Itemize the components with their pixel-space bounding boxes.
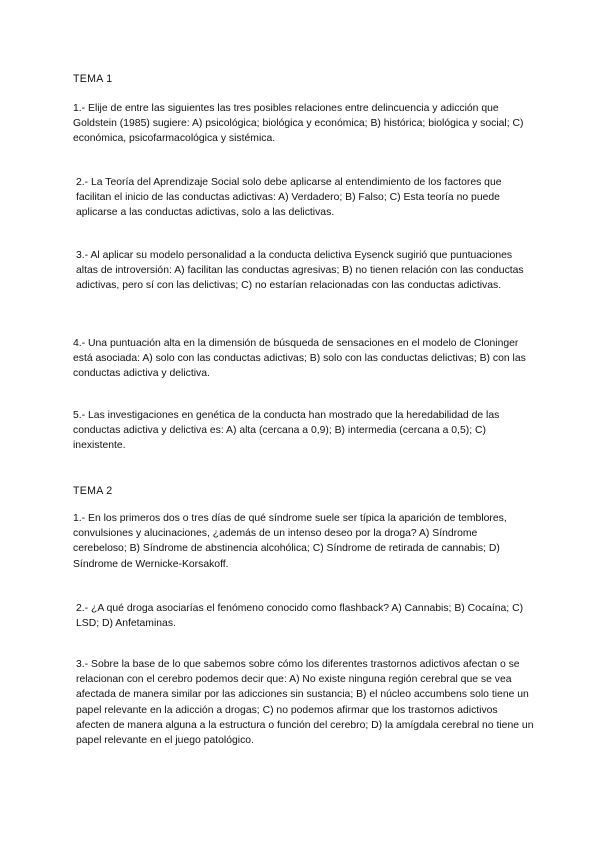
question-tema1-3: 3.- Al aplicar su modelo personalidad a la conducta delictiva Eysenck sugirió que puntuaciones altas de introversión: A) facilitan las conductas agresivas; B) no tienen relación con las conductas adictivas, pero sí con las delictivas; C) no estarían relacionadas con las conductas adictivas. [76,250,524,292]
question-tema1-2: 2.- La Teoría del Aprendizaje Social solo debe aplicarse al entendimiento de los factores que facilitan el inicio de las conductas adictivas: A) Verdadero; B) Falso; C) Esta teoría no puede aplicarse a las conductas adictivas, solo a las delictivas. [76,177,502,219]
section-title-tema-2: TEMA 2 [73,485,113,497]
question-tema1-4: 4.- Una puntuación alta en la dimensión de búsqueda de sensaciones en el modelo de Cloninger está asociada: A) solo con las conductas adictivas; B) solo con las conductas delictivas; B) con las conductas adictiva y delictiva. [73,338,526,380]
question-tema2-2: 2.- ¿A qué droga asociarías el fenómeno conocido como flashback? A) Cannabis; B) Cocaína; C) LSD; D) Anfetaminas. [76,603,524,630]
question-tema2-3: 3.- Sobre la base de lo que sabemos sobre cómo los diferentes trastornos adictivos afectan o se relacionan con el cerebro podemos decir que: A) No existe ninguna región cerebral que se vea afectada de manera similar por las adicciones sin sustancia; B) el núcleo accumbens solo tiene un papel relevante en la adicción a drogas; C) no podemos afirmar que los trastornos adictivos afecten de manera alguna a la estructura o función del cerebro; D) la amígdala cerebral no tiene un papel relevante en el juego patológico. [76,659,534,747]
question-tema1-5: 5.- Las investigaciones en genética de la conducta han mostrado que la heredabilidad de las conductas adictiva y delictiva es: A) alta (cercana a 0,9); B) intermedia (cercana a 0,5); C) inexistente. [73,410,500,452]
question-tema1-1: 1.- Elije de entre las siguientes las tres posibles relaciones entre delincuencia y adicción que Goldstein (1985) sugiere: A) psicológica; biológica y económica; B) histórica; biológica y social; C) económica, psicofarmacológica y sistémica. [73,103,524,145]
section-title-tema-1: TEMA 1 [73,73,113,85]
question-tema2-1: 1.- En los primeros dos o tres días de qué síndrome suele ser típica la aparición de temblores, convulsiones y alucinaciones, ¿además de un intenso deseo por la droga? A) Síndrome cerebeloso; B) Síndrome de abstinencia alcohólica; C) Síndrome de retirada de cannabis; D) Síndrome de Wernicke-Korsakoff. [73,513,507,570]
